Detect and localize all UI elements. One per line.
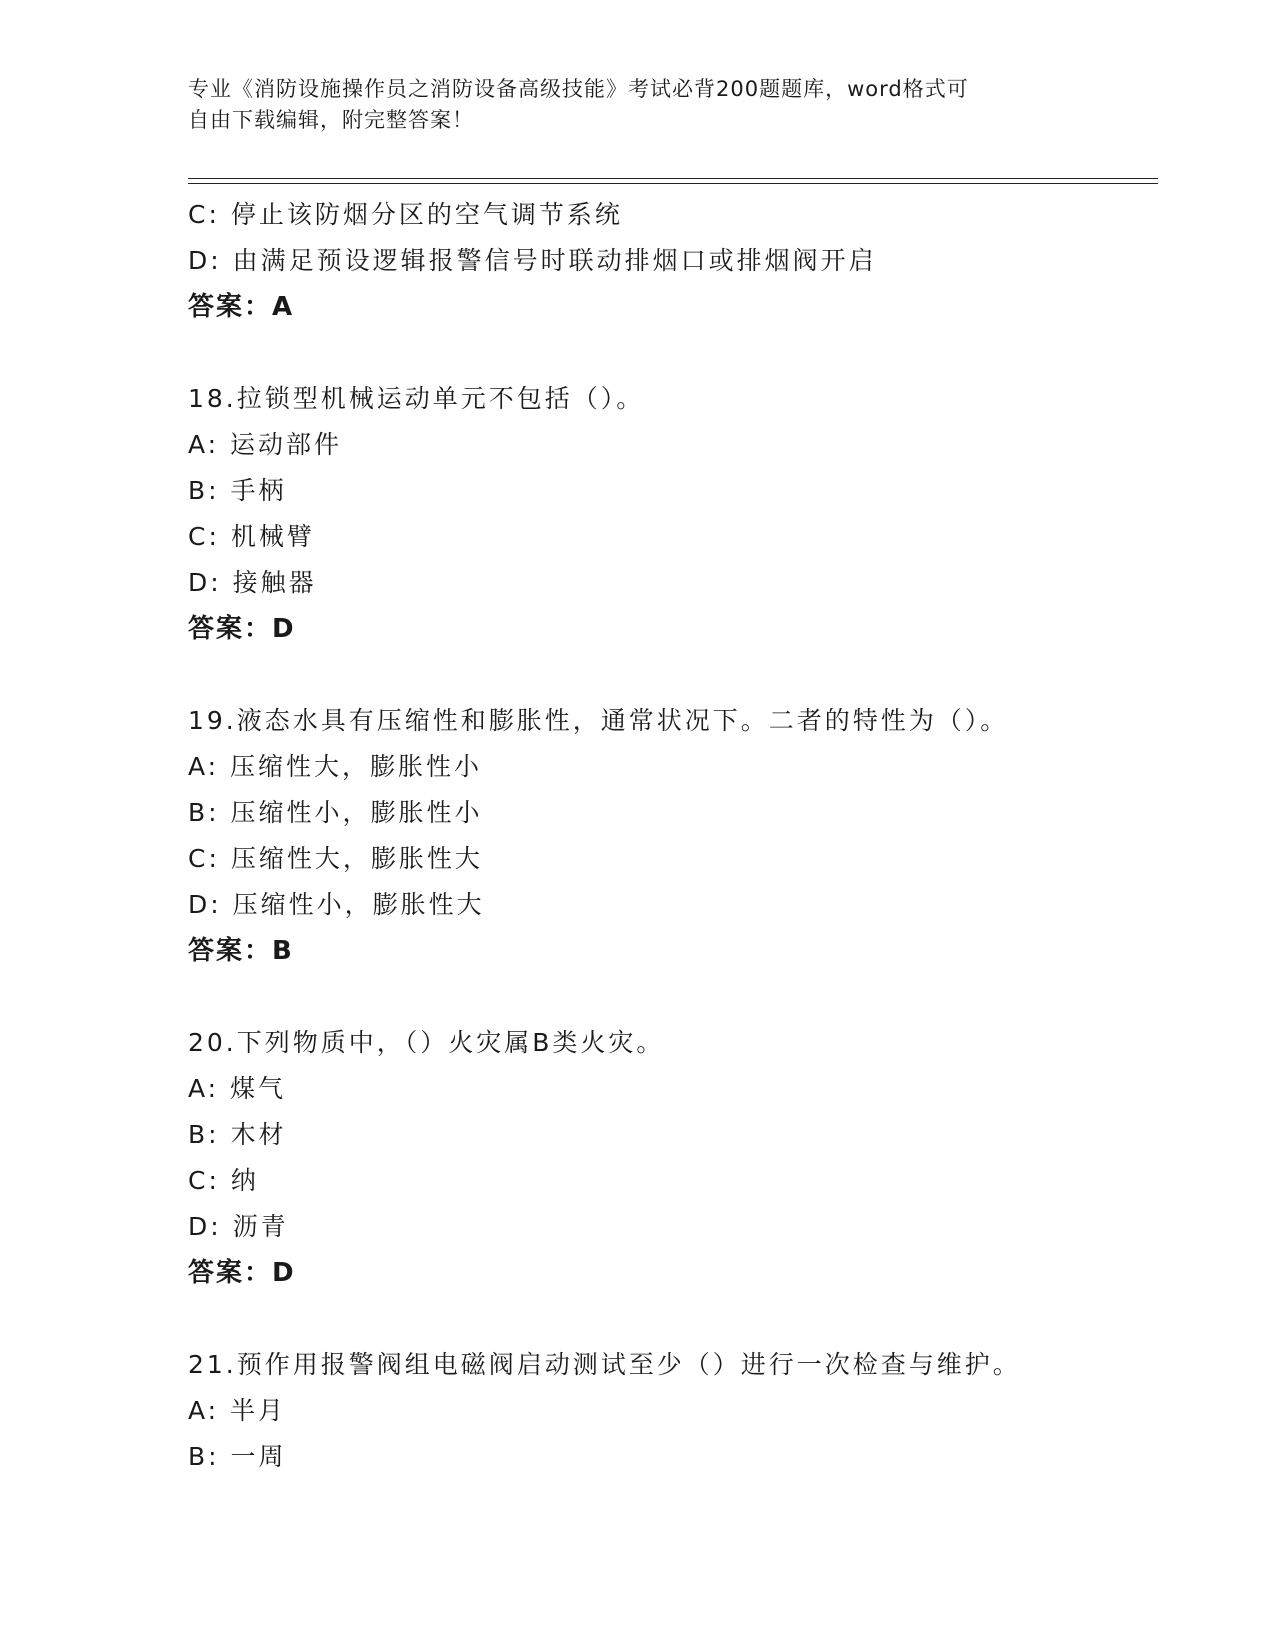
question-19: [188, 698, 1148, 974]
answer-line: 答案：A: [188, 292, 295, 322]
header-line-2: 自由下载编辑，附完整答案！: [188, 108, 474, 132]
question-20: [188, 1020, 1148, 1296]
option-b: B: 手柄: [188, 476, 287, 505]
question-21: [188, 1342, 1148, 1480]
option-d: D: 压缩性小，膨胀性大: [188, 890, 485, 919]
answer-line: 答案：D: [188, 1258, 296, 1288]
option-a: A: 煤气: [188, 1074, 287, 1103]
question-stem: 18.拉锁型机械运动单元不包括（）。: [188, 384, 645, 413]
answer-line: 答案：D: [188, 614, 296, 644]
header-divider-bottom: [188, 183, 1158, 184]
answer-line: 答案：B: [188, 936, 294, 966]
option-a: A: 压缩性大，膨胀性小: [188, 752, 483, 781]
question-stem: 21.预作用报警阀组电磁阀启动测试至少（）进行一次检查与维护。: [188, 1350, 1021, 1379]
option-c: C: 机械臂: [188, 522, 315, 551]
option-b: B: 一周: [188, 1442, 287, 1471]
question-stem: 20.下列物质中，（）火灾属B类火灾。: [188, 1028, 665, 1057]
question-list: [188, 192, 1148, 1480]
option-d: D: 接触器: [188, 568, 317, 597]
option-a: A: 半月: [188, 1396, 287, 1425]
question-17-continued: [188, 192, 1148, 330]
document-header: [188, 74, 1088, 136]
option-d: D: 由满足预设逻辑报警信号时联动排烟口或排烟阀开启: [188, 246, 877, 275]
option-a: A: 运动部件: [188, 430, 343, 459]
option-c: C: 纳: [188, 1166, 259, 1195]
option-c: C: 压缩性大，膨胀性大: [188, 844, 483, 873]
question-stem: 19.液态水具有压缩性和膨胀性，通常状况下。二者的特性为（）。: [188, 706, 1009, 735]
option-c: C: 停止该防烟分区的空气调节系统: [188, 200, 623, 229]
option-b: B: 木材: [188, 1120, 287, 1149]
header-line-1: 专业《消防设施操作员之消防设备高级技能》考试必背200题题库，word格式可: [188, 77, 969, 101]
question-18: [188, 376, 1148, 652]
header-divider-top: [188, 178, 1158, 179]
option-b: B: 压缩性小，膨胀性小: [188, 798, 483, 827]
option-d: D: 沥青: [188, 1212, 289, 1241]
